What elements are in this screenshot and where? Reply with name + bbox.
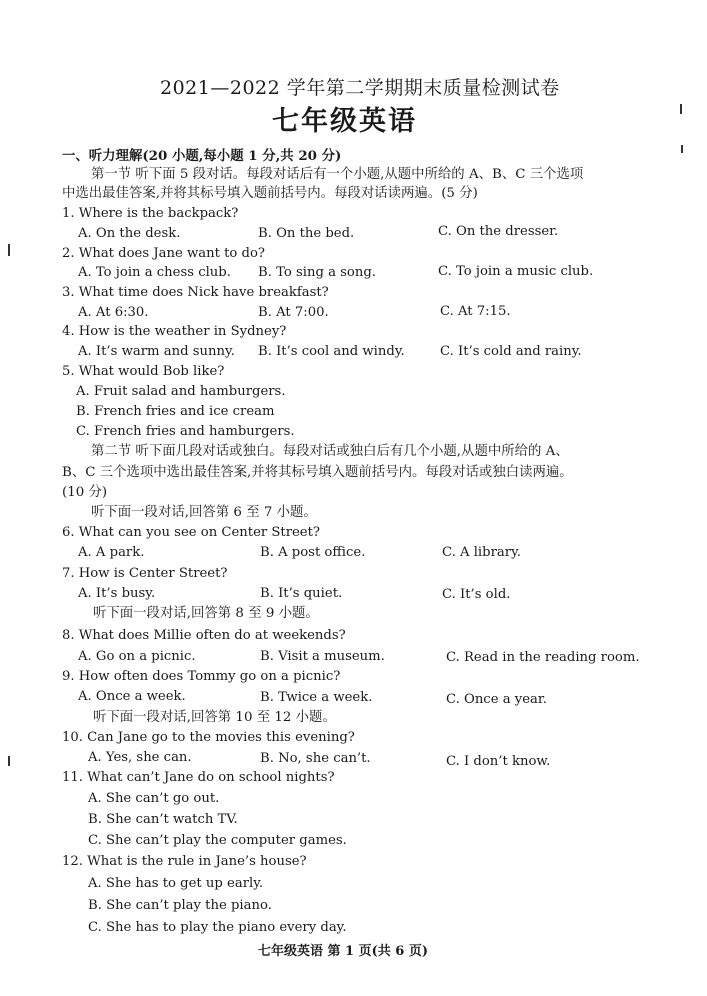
option-b: B. At 7:00. (258, 305, 329, 320)
option-c: C. She has to play the piano every day. (88, 920, 347, 935)
option-c: C. Once a year. (446, 692, 547, 707)
question-3: 3. What time does Nick have breakfast? (62, 285, 329, 300)
option-a: A. It’s warm and sunny. (78, 344, 235, 359)
question-9: 9. How often does Tommy go on a picnic? (62, 669, 341, 684)
margin-mark (680, 104, 682, 114)
listening-note: 听下面一段对话,回答第 6 至 7 小题。 (91, 505, 317, 520)
option-b: B. Twice a week. (260, 690, 373, 705)
margin-mark (8, 756, 10, 766)
option-c: C. To join a music club. (438, 264, 594, 279)
option-c: C. She can’t play the computer games. (88, 833, 347, 848)
option-b: B. She can’t watch TV. (88, 812, 238, 827)
listening-note: 听下面一段对话,回答第 8 至 9 小题。 (93, 606, 319, 621)
question-2: 2. What does Jane want to do? (62, 246, 265, 261)
question-6: 6. What can you see on Center Street? (62, 525, 320, 540)
section1-instruction: 中选出最佳答案,并将其标号填入题前括号内。每段对话读两遍。(5 分) (62, 186, 478, 201)
option-a: A. Go on a picnic. (78, 649, 196, 664)
option-a: A. It’s busy. (78, 586, 156, 601)
question-12: 12. What is the rule in Jane’s house? (62, 854, 307, 869)
question-1: 1. Where is the backpack? (62, 206, 239, 221)
option-a: A. Yes, she can. (88, 750, 192, 765)
section2-instruction: 第二节 听下面几段对话或独白。每段对话或独白后有几个小题,从题中所给的 A、 (91, 444, 569, 459)
question-7: 7. How is Center Street? (62, 566, 228, 581)
option-b: B. To sing a song. (258, 265, 376, 280)
option-c: C. I don’t know. (446, 754, 551, 769)
option-b: B. French fries and ice cream (76, 404, 275, 419)
option-b: B. No, she can’t. (260, 751, 371, 766)
section2-instruction: (10 分) (62, 485, 108, 500)
option-a: A. She has to get up early. (88, 876, 264, 891)
option-a: A. She can’t go out. (88, 791, 220, 806)
option-c: C. French fries and hamburgers. (76, 424, 295, 439)
subject-title: 七年级英语 (272, 106, 417, 137)
option-c: C. It’s old. (442, 587, 511, 602)
option-a: A. On the desk. (78, 226, 181, 241)
listening-note: 听下面一段对话,回答第 10 至 12 小题。 (93, 710, 336, 725)
section2-instruction: B、C 三个选项中选出最佳答案,并将其标号填入题前括号内。每段对话或独白读两遍。 (62, 465, 573, 480)
option-c: C. A library. (442, 545, 521, 560)
option-a: A. To join a chess club. (78, 265, 231, 280)
question-8: 8. What does Millie often do at weekends? (62, 628, 346, 643)
option-a: A. Fruit salad and hamburgers. (76, 384, 286, 399)
option-b: B. Visit a museum. (260, 649, 385, 664)
option-b: B. It’s quiet. (260, 586, 343, 601)
option-c: C. At 7:15. (440, 304, 511, 319)
section1-instruction: 第一节 听下面 5 段对话。每段对话后有一个小题,从题中所给的 A、B、C 三个选项 (91, 167, 584, 182)
question-5: 5. What would Bob like? (62, 364, 225, 379)
exam-title: 2021—2022 学年第二学期期末质量检测试卷 (160, 77, 560, 99)
option-b: B. It’s cool and windy. (258, 344, 405, 359)
question-10: 10. Can Jane go to the movies this evening? (62, 730, 355, 745)
option-a: A. A park. (78, 545, 145, 560)
question-11: 11. What can’t Jane do on school nights? (62, 770, 335, 785)
margin-mark (681, 145, 683, 153)
option-b: B. On the bed. (258, 226, 355, 241)
option-b: B. She can’t play the piano. (88, 898, 272, 913)
page-footer: 七年级英语 第 1 页(共 6 页) (258, 944, 429, 959)
option-a: A. Once a week. (78, 689, 186, 704)
margin-mark (8, 244, 10, 256)
option-c: C. It’s cold and rainy. (440, 344, 582, 359)
option-b: B. A post office. (260, 545, 366, 560)
part-heading: 一、听力理解(20 小题,每小题 1 分,共 20 分) (62, 148, 342, 164)
option-a: A. At 6:30. (78, 305, 149, 320)
option-c: C. Read in the reading room. (446, 650, 640, 665)
option-c: C. On the dresser. (438, 224, 559, 239)
question-4: 4. How is the weather in Sydney? (62, 324, 287, 339)
